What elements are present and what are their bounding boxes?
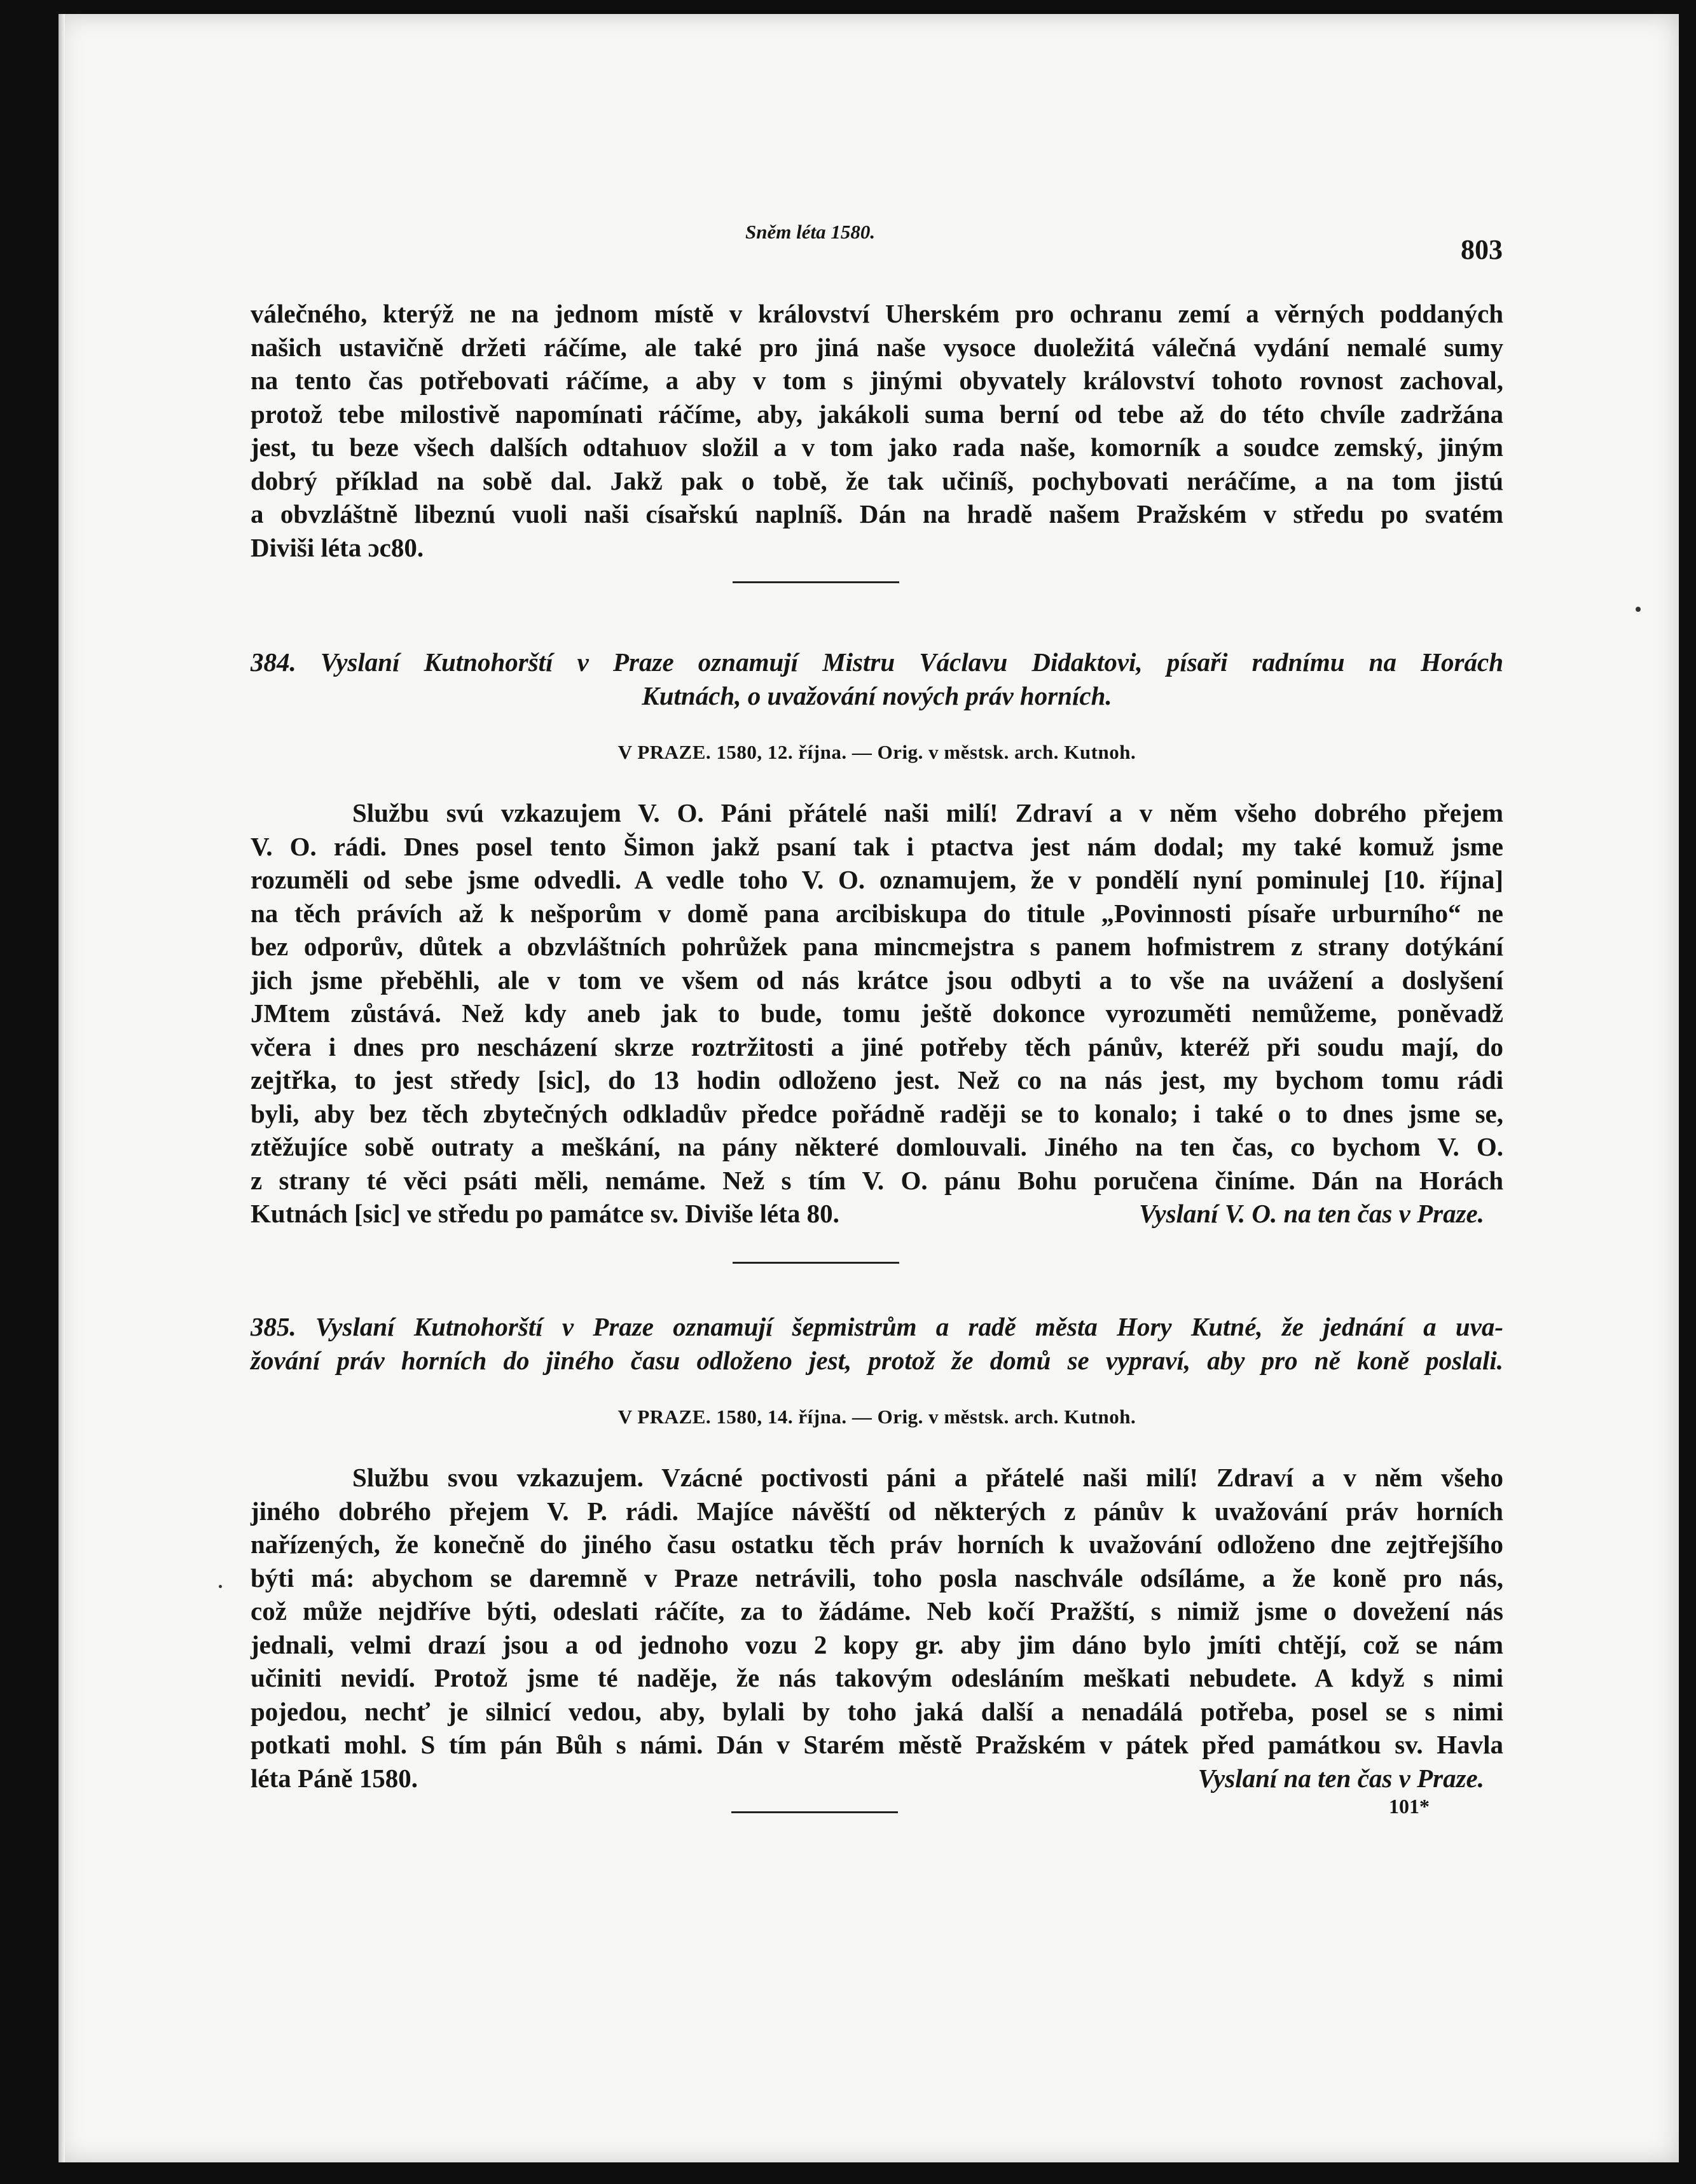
- text-line: býti má: abychom se daremně v Praze netrávili, toho posla naschvále odsíláme, a že koně pro nás,: [251, 1563, 1503, 1593]
- text-line: protož tebe milostivě napomínati ráčíme, aby, jakákoli suma berní od tebe až do této chvíle zadržána: [251, 399, 1503, 429]
- text-line: JMtem zůstává. Než kdy aneb jak to bude, tomu ještě dokonce vyrozuměti nemůžeme, poněvadž: [251, 999, 1503, 1028]
- text-line: V. O. rádi. Dnes posel tento Šimon jakž psaní tak i ptactva jest nám dodal; my také komuž jsme: [251, 831, 1503, 861]
- doc-385-heading-line: žování práv horních do jiného času odloženo jest, protož že domů se vypraví, aby pro ně koně poslali.: [251, 1346, 1503, 1375]
- text-line: jest, tu beze všech dalších odtahuov složil a v tom jako rada naše, komorník a soudce zemský, jiným: [251, 432, 1503, 462]
- text-line: jich jsme přeběhli, ale v tom ve všem od nás krátce jsou odbyti a to vše na uvážení a doslyšení: [251, 965, 1503, 995]
- doc-384-body: [251, 796, 1503, 1231]
- text-line: zejtřka, to jest středy [sic], do 13 hodin odloženo jest. Než co na nás jest, my bychom tomu rádi: [251, 1065, 1503, 1095]
- scan-speck: [1636, 607, 1641, 612]
- section-divider: [733, 581, 899, 583]
- text-line: nařízených, že konečně do jiného času ostatku těch práv horních k uvažování odloženo dne zejtřejšího: [251, 1530, 1503, 1559]
- doc-385-source: V PRAZE. 1580, 14. října. — Orig. v městsk. arch. Kutnoh.: [617, 1406, 1136, 1428]
- text-line: na tento čas potřebovati ráčíme, a aby v tom s jinými obyvately království tohoto rovnost zachoval,: [251, 366, 1503, 395]
- text-line: našich ustavičně držeti ráčíme, ale také pro jiná naše vysoce duoležitá válečná vydání nemalé sumy: [251, 332, 1503, 362]
- text-line: Službu svou vzkazujem. Vzácné poctivosti páni a přátelé naši milí! Zdraví a v něm všeho: [352, 1463, 1503, 1492]
- text-line: Diviši léta ɔc80.: [251, 532, 424, 562]
- text-line: ztěžujíce sobě outraty a meškání, na pány některé domlouvali. Jiného na ten čas, co bychom V. O.: [251, 1132, 1503, 1161]
- doc-385-signature: Vyslaní na ten čas v Praze.: [1197, 1763, 1484, 1793]
- text-line-with-signature: [251, 1197, 1503, 1231]
- page-number: 803: [1461, 234, 1503, 265]
- text-line: což může nejdříve býti, odeslati ráčíte, za to žádáme. Neb kočí Pražští, s nimiž jsme o dovežení nás: [251, 1596, 1503, 1626]
- doc-385-heading: [251, 1310, 1503, 1378]
- section-divider: [731, 1811, 898, 1813]
- text-line: jednali, velmi drazí jsou a od jednoho vozu 2 kopy gr. aby jim dáno bylo jmíti chtějí, což se nám: [251, 1629, 1503, 1659]
- closing-text: Kutnách [sic] ve středu po památce sv. Diviše léta 80.: [251, 1199, 839, 1228]
- text-line: z strany té věci psáti měli, nemáme. Než s tím V. O. pánu Bohu poručena činíme. Dán na Horách: [251, 1165, 1503, 1195]
- page-edge-shadow: [59, 14, 65, 2162]
- running-header-title: Sněm léta 1580.: [745, 221, 876, 243]
- text-line: učiniti nevidí. Protož jsme té naděje, že nás takovým odesláním meškati nebudete. A když s nimi: [251, 1663, 1503, 1692]
- text-line: jiného dobrého přejem V. P. rádi. Majíce návěští od některých z pánův k uvažování práv horních: [251, 1496, 1503, 1526]
- doc-385-body: [251, 1461, 1503, 1795]
- intro-paragraph: [251, 297, 1503, 564]
- text-line: a obvzláštně libeznú vuoli naši císařskú naplníš. Dán na hradě našem Pražském v středu po svatém: [251, 499, 1503, 529]
- doc-385-heading-line: 385. Vyslaní Kutnohorští v Praze oznamují šepmistrům a radě města Hory Kutné, že jednání a uva-: [251, 1312, 1503, 1341]
- text-line: Službu svú vzkazujem V. O. Páni přátelé naši milí! Zdraví a v něm všeho dobrého přejem: [352, 798, 1503, 827]
- doc-384-heading: [251, 646, 1503, 713]
- section-divider: [733, 1262, 899, 1264]
- doc-384-heading-line: 384. Vyslaní Kutnohorští v Praze oznamují Mistru Václavu Didaktovi, písaři radnímu na Horách: [251, 647, 1503, 677]
- signature-mark: 101*: [1389, 1795, 1430, 1818]
- text-line: včera i dnes pro nescházení skrze roztržitosti a jiné potřeby těch pánův, kteréž při soudu mají, do: [251, 1032, 1503, 1061]
- doc-384-signature: Vyslaní V. O. na ten čas v Praze.: [1139, 1199, 1484, 1228]
- text-line: pojedou, nechť je silnicí vedou, aby, bylali by toho jaká další a nenadálá potřeba, posel se s nimi: [251, 1696, 1503, 1726]
- text-line: bez odporův, důtek a obzvláštních pohrůžek pana mincmejstra s panem hofmistrem z strany dotýkání: [251, 932, 1503, 961]
- text-line: rozuměli od sebe jsme odvedli. A vedle toho V. O. oznamujem, že v pondělí nyní pominulej [10. října]: [251, 865, 1503, 894]
- closing-text: léta Páně 1580.: [251, 1763, 418, 1793]
- text-line: na těch právích až k nešporům v domě pana arcibiskupa do titule „Povinnosti písaře urburního“ ne: [251, 898, 1503, 928]
- scan-speck: [219, 1585, 222, 1588]
- text-line: dobrý příklad na sobě dal. Jakž pak o tobě, že tak učiníš, pochybovati neráčíme, a na tom jistú: [251, 466, 1503, 495]
- document-page: [59, 14, 1679, 2162]
- text-line: byli, aby bez těch zbytečných odkladův předce pořádně raději se to konalo; i také o to dnes jsme se,: [251, 1098, 1503, 1128]
- doc-384-heading-line: Kutnách, o uvažování nových práv horních.: [642, 681, 1112, 710]
- text-line: potkati mohl. S tím pán Bůh s námi. Dán v Starém městě Pražském v pátek před památkou sv. Havla: [251, 1730, 1503, 1759]
- text-line: válečného, kterýž ne na jednom místě v království Uherském pro ochranu zemí a věrných poddaných: [251, 299, 1503, 328]
- doc-384-source: V PRAZE. 1580, 12. října. — Orig. v městsk. arch. Kutnoh.: [617, 741, 1136, 763]
- text-line-with-signature: [251, 1762, 1503, 1795]
